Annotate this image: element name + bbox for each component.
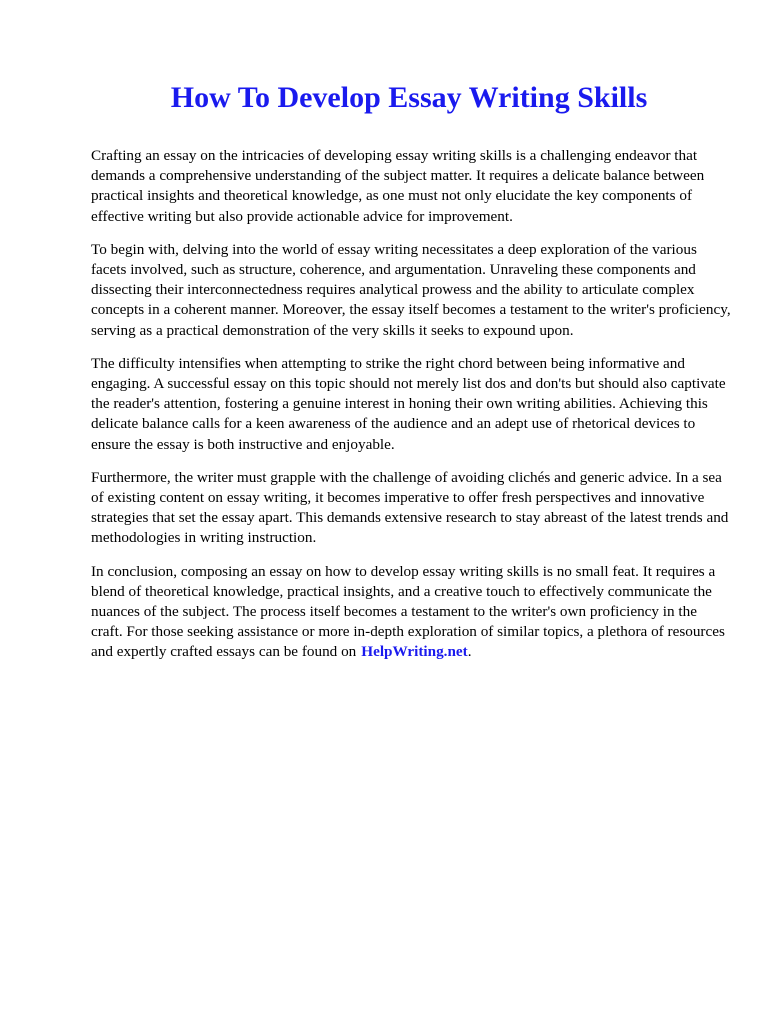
paragraph-3: The difficulty intensifies when attempting to strike the right chord between being informative and engaging. A successful essay on this topic should not merely list dos and don'ts but should also captivate the reader's attention, fostering a genuine interest in honing their own writing abilities. Achieving this delicate balance calls for a keen awareness of the audience and an adept use of rhetorical devices to ensure the essay is both instructive and enjoyable. <box>91 354 726 453</box>
conclusion-text: In conclusion, composing an essay on how to develop essay writing skills is no small feat. It requires a blend of theoretical knowledge, practical insights, and a creative touch to effectively communicate the nuances of the subject. The process itself becomes a testament to the writer's own proficiency in the craft. For those seeking assistance or more in-depth exploration of similar topics, a plethora of resources and expertly crafted essays can be found on <box>91 562 725 661</box>
paragraph-5 <box>91 562 731 663</box>
helpwriting-link[interactable]: HelpWriting.net <box>361 643 468 661</box>
paragraph-1: Crafting an essay on the intricacies of developing essay writing skills is a challenging endeavor that demands a comprehensive understanding of the subject matter. It requires a delicate balance between practical insights and theoretical knowledge, as one must not only elucidate the key components of effective writing but also provide actionable advice for improvement. <box>91 147 705 225</box>
document-title: How To Develop Essay Writing Skills <box>170 81 648 114</box>
document-body <box>91 146 731 676</box>
conclusion-end: . <box>467 643 472 661</box>
paragraph-4: Furthermore, the writer must grapple with the challenge of avoiding clichés and generic advice. In a sea of existing content on essay writing, it becomes imperative to offer fresh perspectives and innovative strategies that set the essay apart. This demands extensive research to stay abreast of the latest trends and methodologies in writing instruction. <box>91 468 729 547</box>
paragraph-2: To begin with, delving into the world of essay writing necessitates a deep exploration of the various facets involved, such as structure, coherence, and argumentation. Unraveling these components and dissecting their interconnectedness requires analytical prowess and the ability to articulate complex concepts in a coherent manner. Moreover, the essay itself becomes a testament to the writer's proficiency, serving as a practical demonstration of the very skills it seeks to expound upon. <box>91 240 731 339</box>
